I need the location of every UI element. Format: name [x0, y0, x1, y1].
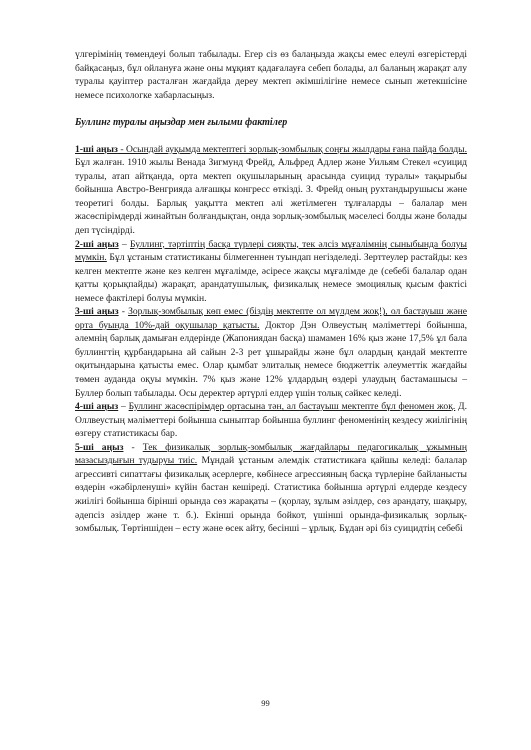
myth-separator: -: [123, 441, 143, 453]
myth-separator: –: [118, 401, 129, 413]
myth-label: 2-ші аңыз: [75, 238, 119, 250]
myth-separator: –: [118, 238, 130, 250]
myth-label: 1-ші аңыз: [75, 143, 118, 155]
myth-body: Бұл ұстаным статистиканы білмегеннен туындап негізделеді. Зерттеулер растайды: кез келген мектепте және кез келген мұғалімде, әсіресе жақсы мұғалімде де (себебі балалар одан қатты қорықпайды) жарақат, арандатушылық, физикалық немесе эмоциялық қысым фактісі немесе фактілері болуы мүмкін.: [75, 252, 467, 304]
myth-body: Д. Оллвеустың мәліметтері бойынша сыныптар бойынша буллинг феноменінің кездесу жиілігінің өзгеру статистикасы бар.: [75, 401, 467, 440]
myth-paragraph-4: [75, 400, 467, 441]
myth-separator: -: [118, 306, 129, 318]
myth-claim: Буллинг жасөспірімдер ортасына тән, ал бастауыш мектепте бұл феномен жоқ.: [128, 401, 456, 413]
myth-claim: Зорлық-зомбылық көп емес (біздің мектепте ол мүлдем жоқ!), ол бастауыш және орта буында 10%-дай оқушылар қатысты.: [75, 306, 467, 331]
page-content: [75, 48, 467, 536]
section-heading: Буллинг туралы аңыздар мен ғылыми фактілер: [75, 117, 288, 129]
myth-label: 3-ші аңыз: [75, 306, 119, 318]
myth-claim: Тек физикалық зорлық-зомбылық жағдайлары педагогикалық ұжымның мазасыздығын тудыруы тиіс.: [75, 441, 468, 467]
myth-paragraph-2: [75, 238, 467, 306]
page-number: 99: [261, 698, 270, 708]
myth-claim: Осындай ауқымда мектептегі зорлық-зомбылық соңғы жылдары ғана пайда болды.: [125, 143, 468, 155]
myth-body: Мұндай ұстаным әлемдік статистикаға қайшы келеді: балалар агрессивті сипаттағы физикалық әсерлерге, көбінесе агрессияның басқа түрлеріне байланысты өздерін «жәбірленуші» күйін бастан кешіреді. Статистика бойынша әртүрлі елдерде кездесу жиілігі бойынша бірінші орында сөз жарақаты – (қорлау, зұлым әзілдер, сөз арандату, шақыру, әдепсіз әзілдер және т. б.). Екінші орында бойкот, үшінші орында-физикалық зорлық-зомбылық. Төртіншіден – есту және өсек айту, бесінші – ұрлық. Бұдан әрі біз суицидтің себебі: [75, 455, 468, 535]
myth-label: 4-ші аңыз: [75, 401, 119, 413]
myth-paragraph-5: [75, 441, 467, 536]
myth-body: Бұл жалған. 1910 жылы Венада Зигмунд Фрейд, Альфред Адлер және Уильям Стекел «суицид туралы, атап айтқанда, орта мектеп оқушыларының арасында суицид туралы» тақырыбы бойынша Австро-Венгрияда алғашқы конгресс өткізді. З. Фрейд оның рухтандырушысы және теоретигі болды. Барлық уақытта мектеп әлі жетілмеген тұлғаларды – балалар мен жасөспірімдерді жинайтын болғандықтан, онда зорлық-зомбылық мәселесі болды және болады деп түсіндірді.: [75, 157, 467, 237]
myth-paragraph-1: [75, 143, 467, 238]
myth-paragraph-3: [75, 305, 467, 400]
myth-claim: Буллинг, тәртіптің басқа түрлері сияқты, тек әлсіз мұғалімнің сыныбында болуы мүмкін.: [75, 238, 468, 264]
myth-label: 5-ші аңыз: [75, 441, 124, 453]
myth-separator: -: [117, 143, 126, 155]
intro-paragraph: үлгерімінің төмендеуі болып табылады. Егер сіз өз балаңызда жақсы емес елеулі өзгерістерді байқасаңыз, бұл ойлануға және оны мұқият қадағалауға себеп болады, ал баланың жарақат алу туралы қауіптер расталған жағдайда дереу мектеп әкімшілігіне немесе сынып жетекшісіне немесе психологке хабарласыңыз.: [75, 49, 467, 101]
myth-body: Доктор Дэн Олвеустың мәліметтері бойынша, әлемнің барлық дамыған елдерінде (Жапониядан басқа) шамамен 16% қыз және 17,5% ұл бала буллингтің құрбандарына ай сайын 2-3 рет ұшырайды және бұл олардың қандай мектепте оқитындарына қатысты емес. Олар қымбат элиталық немесе бюджеттік әлеуметтік жағдайы төмен ауданда оқуы мүмкін. 7% қыз және 12% ұлдардың өздері улаудың бастамашысы – Буллер болып табылады. Осы деректер әртүрлі елдер үшін толық сәйкес келеді.: [75, 319, 468, 399]
